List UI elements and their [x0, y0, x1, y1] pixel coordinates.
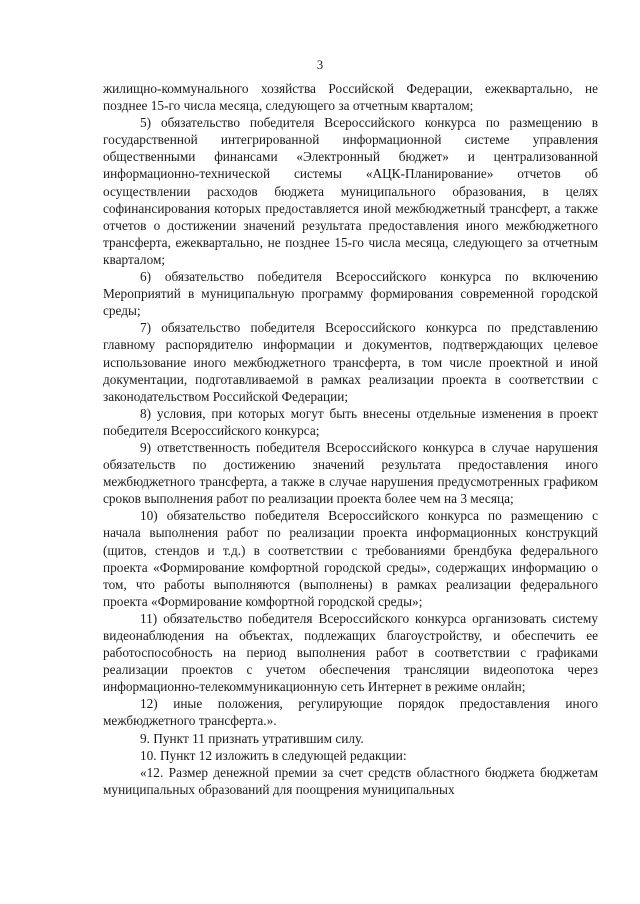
paragraph-new-point-12: «12. Размер денежной премии за счет средств областного бюджета бюджетам муниципальных образований для поощрения муниципальных	[103, 764, 598, 797]
paragraph-item-10: 10) обязательство победителя Всероссийского конкурса по размещению с начала выполнения работ по реализации проекта информационных конструкций (щитов, стендов и т.д.) в соответствии с требованиями брендбука федерального проекта «Формирование комфортной городской среды», содержащих информацию о том, что работы выполняются (выполнены) в рамках реализации федерального проекта «Формирование комфортной городской среды»;	[103, 508, 598, 609]
paragraph-point-9: 9. Пункт 11 признать утратившим силу.	[140, 730, 364, 746]
paragraph-item-8: 8) условия, при которых могут быть внесены отдельные изменения в проект победителя Всероссийского конкурса;	[103, 405, 598, 438]
paragraph-item-5: 5) обязательство победителя Всероссийского конкурса по размещению в государственной интегрированной информационной системе управления общественными финансами «Электронный бюджет» и централизованной информационно-технической системы «АЦК-Планирование» отчетов об осуществлении расходов бюджета муниципального образования, в целях софинансирования которых предоставляется иной межбюджетный трансферт, а также отчетов о достижении значений результата предоставления иного межбюджетного трансферта, ежеквартально, не позднее 15-го числа месяца, следующего за отчетным кварталом;	[103, 115, 598, 267]
paragraph-continuation: жилищно-коммунального хозяйства Российской Федерации, ежеквартально, не позднее 15-го числа месяца, следующего за отчетным кварталом;	[103, 81, 598, 114]
paragraph-item-9: 9) ответственность победителя Всероссийского конкурса в случае нарушения обязательств по достижению значений результата предоставления иного межбюджетного трансферта, а также в случае нарушения предусмотренных графиком сроков выполнения работ по реализации проекта более чем на 3 месяца;	[103, 439, 598, 507]
paragraph-item-7: 7) обязательство победителя Всероссийского конкурса по представлению главному распорядителю информации и документов, подтверждающих целевое использование иного межбюджетного трансферта, в том числе проектной и иной документации, подготавливаемой в рамках реализации проекта в соответствии с законодательством Российской Федерации;	[103, 320, 598, 404]
paragraph-item-6: 6) обязательство победителя Всероссийского конкурса по включению Мероприятий в муниципальную программу формирования современной городской среды;	[103, 269, 598, 319]
paragraph-item-11: 11) обязательство победителя Всероссийского конкурса организовать систему видеонаблюдения на объектах, подлежащих благоустройству, и обеспечить ее работоспособность на период выполнения работ в соответствии с графиками реализации проектов с учетом обеспечения трансляции видеопотока через информационно-телекоммуникационную сеть Интернет в режиме онлайн;	[103, 610, 598, 695]
page-number: 3	[316, 58, 324, 72]
paragraph-item-12: 12) иные положения, регулирующие порядок предоставления иного межбюджетного трансферта.».	[103, 696, 598, 729]
paragraph-point-10: 10. Пункт 12 изложить в следующей редакции:	[140, 747, 407, 763]
document-body	[103, 80, 598, 798]
